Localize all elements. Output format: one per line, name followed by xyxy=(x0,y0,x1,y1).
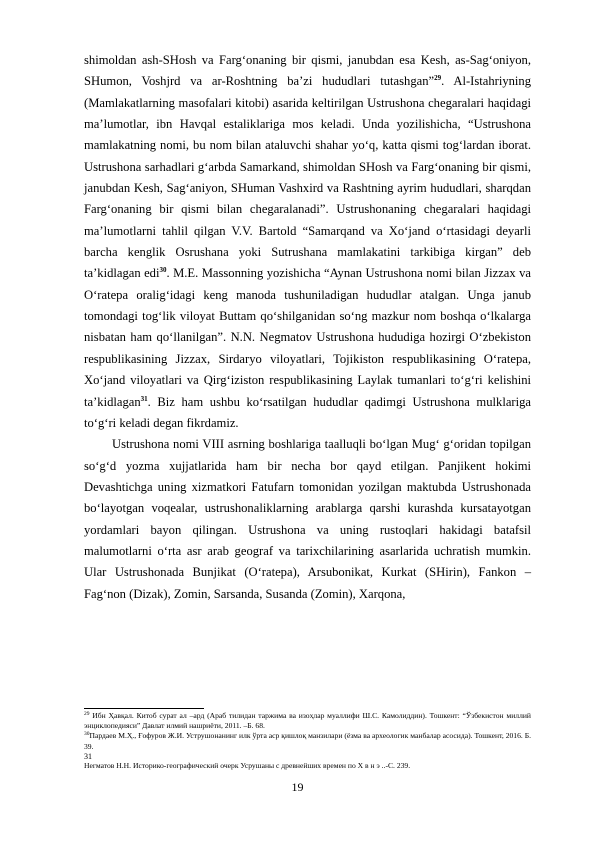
footnote-ref-30[interactable]: 30 xyxy=(159,266,167,275)
footnote-31 xyxy=(84,761,531,771)
paragraph-1-text-d: . Biz ham ushbu ko‘rsatilgan hududlar qadimgi Ustrushona mulklariga to‘g‘ri keladi degan fikrdamiz. xyxy=(84,394,531,430)
footnote-31-number: 31 xyxy=(84,751,92,761)
footnotes xyxy=(84,711,531,771)
page-number: 19 xyxy=(291,780,304,794)
footnote-ref-29[interactable]: 29 xyxy=(434,74,442,83)
paragraph-1-text-b: . Al-Istahriyning (Mamlakatlarning masofalari kitobi) asarida keltirilgan Ustrushona chegaralari haqidagi ma’lumotlar, ibn Havqal estaliklariga mos keladi. Unda yozilishicha, “Ustrushona mamlakatning nomi, bu nom bilan ataluvchi shahar yo‘q, katta qismi tog‘lardan iborat. Ustrushona sarhadlari g‘arbda Samarkand, shimoldan SHosh va Farg‘onaning bir qismi, janubdan Kesh, Sag‘aniyon, SHuman Vashxird va Rashtning ayrim hududlari, sharqdan Farg‘onaning bir qismi bilan chegaralanadi”. Ustrushonaning chegaralari haqidagi ma’lumotlarni tahlil qilgan V.V. Bartold “Samarqand va Xo‘jand o‘rtasidagi deyarli barcha kenglik Osrushana yoki Sutrushana mamlakatini tarkibiga kirgan” deb ta’kidlagan edi xyxy=(84,74,532,281)
paragraph-1-text-a: shimoldan ash-SHosh va Farg‘onaning bir qismi, janubdan esa Kesh, as-Sag‘oniyon, SHumon, Voshjrd va ar-Roshtning ba’zi hududlari tutashgan” xyxy=(84,53,531,89)
footnote-text: Негматов Н.Н. Историко-географический очерк Усрушаны с древнейших времен по X в н э ..-С. 239. xyxy=(84,760,411,770)
footnote-number: 29 xyxy=(84,711,90,717)
footnote-separator xyxy=(84,708,204,709)
footnote-text: Ибн Ҳавқал. Китоб сурат ал –ард (Араб тилидан таржима ва изоҳлар муаллифи Ш.С. Камолиддин). Тошкент: “Ўзбекистон миллий энциклопедияси” Давлат илмий нашриёти, 2011. –Б. 68. xyxy=(84,711,531,731)
paragraph-2 xyxy=(84,434,531,605)
footnote-text: Пардаев М.Ҳ., Ғофуров Ж.И. Уструшонанинг илк ўрта аср қишлоқ манзилари (ёзма ва археологик манбалар асосида). Тошкент, 2016. Б. 39. xyxy=(84,731,531,751)
footnote-ref-31[interactable]: 31 xyxy=(140,394,148,403)
footnote-29 xyxy=(84,711,531,731)
paragraph-2-text: Ustrushona nomi VIII asrning boshlariga taalluqli bo‘lgan Mug‘ g‘oridan topilgan so‘g‘d yozma xujjatlarida ham bir necha bor qayd etilgan. Panjikent hokimi Devashtichga uning xizmatkori Fatufarn tomonidan yozilgan maktubda Ustrushonada bo‘layotgan voqealar, ustrushonaliklarning arablarga qarshi kurashda kursatayotgan yordamlari bayon qilingan. Ustrushona va uning rustoqlari hakidagi batafsil malumotlarni o‘rta asr arab geograf va tarixchilarining asarlarida uchratish mumkin. Ular Ustrushonada Bunjikat (O‘ratepa), Arsubonikat, Kurkat (SHirin), Fankon – Fag‘non (Dizak), Zomin, Sarsanda, Susanda (Zomin), Xarqona, xyxy=(84,437,531,601)
paragraph-1-text-c: . M.E. Massonning yozishicha “Aynan Ustrushona nomi bilan Jizzax va O‘ratepa oralig‘idagi keng manoda tushuniladigan hududlar atalgan. Unga janub tomondagi tog‘lik viloyat Buttam qo‘shilganidan so‘ng mazkur nom boshqa o‘lkalarga nisbatan ham qo‘llanilgan”. N.N. Negmatov Ustrushona hududiga hozirgi O‘zbekiston respublikasining Jizzax, Sirdaryo viloyatlari, Tojikiston respublikasining O‘ratepa, Xo‘jand viloyatlari va Qirg‘iziston respublikasining Laylak tumanlari to‘g‘ri kelishini ta’kidlagan xyxy=(84,266,531,409)
footnote-30 xyxy=(84,731,531,751)
footnote-number: 30 xyxy=(84,731,90,738)
paragraph-1 xyxy=(84,50,531,434)
body-text xyxy=(84,50,531,605)
